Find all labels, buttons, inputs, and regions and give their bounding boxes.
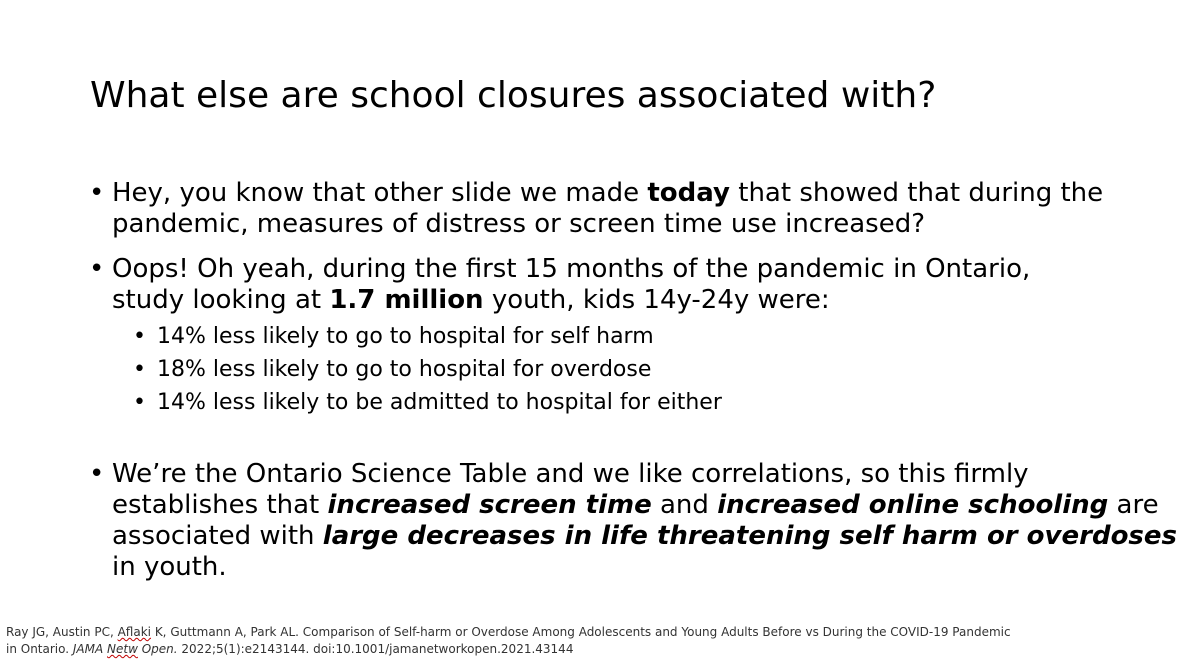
sub-bullet-dot: •: [133, 357, 146, 382]
bullet-1-line-1: Hey, you know that other slide we made today that showed that during the: [112, 178, 1104, 208]
bullet-2-line-2: study looking at 1.7 million youth, kids 14y-24y were:: [112, 285, 830, 315]
journal-name: JAMA Netw Open.: [72, 642, 178, 656]
citation: [6, 624, 1011, 658]
emphasis-decreases: large decreases in life threatening self harm or overdoses: [322, 521, 1178, 551]
citation-line-1: Ray JG, Austin PC, Aflaki K, Guttmann A, Park AL. Comparison of Self-harm or Overdose Among Adolescents and Young Adults Before vs During the COVID-19 Pandemic: [6, 625, 1011, 639]
bullet-1-line-2: pandemic, measures of distress or screen time use increased?: [112, 209, 925, 239]
sub-bullet-3: [133, 386, 833, 419]
sub-bullet-2: [133, 353, 833, 386]
bullet-3: [89, 459, 1178, 583]
bullet-3-line-2: establishes that increased screen time and increased online schooling are: [112, 490, 1159, 520]
bullet-3-line-4: in youth.: [112, 552, 227, 582]
bullet-1: [89, 178, 1119, 240]
author-name: Aflaki: [117, 625, 151, 639]
bullet-2-line-1: Oops! Oh yeah, during the first 15 months of the pandemic in Ontario,: [112, 254, 1031, 284]
citation-line-2: in Ontario. JAMA Netw Open. 2022;5(1):e2143144. doi:10.1001/jamanetworkopen.2021.43144: [6, 642, 574, 656]
emphasis-count: 1.7 million: [329, 285, 484, 315]
sub-bullet-dot: •: [133, 324, 146, 349]
bullet-dot: •: [89, 178, 105, 208]
bullet-dot: •: [89, 254, 105, 284]
sub-bullet-text: 18% less likely to go to hospital for overdose: [157, 357, 652, 382]
sub-bullet-text: 14% less likely to go to hospital for self harm: [157, 324, 654, 349]
bullet-3-line-3: associated with large decreases in life threatening self harm or overdoses: [112, 521, 1178, 551]
bullet-3-line-1: We’re the Ontario Science Table and we like correlations, so this firmly: [112, 459, 1029, 489]
bullet-2: [89, 254, 1119, 316]
emphasis-online-schooling: increased online schooling: [717, 490, 1109, 520]
emphasis-today: today: [647, 178, 730, 208]
sub-bullet-dot: •: [133, 390, 146, 415]
emphasis-screen-time: increased screen time: [327, 490, 652, 520]
sub-bullet-text: 14% less likely to be admitted to hospital for either: [157, 390, 722, 415]
sub-bullet-1: [133, 320, 833, 353]
slide-title: What else are school closures associated with?: [90, 75, 937, 116]
bullet-dot: •: [89, 459, 105, 489]
sub-bullet-list: [133, 320, 833, 419]
